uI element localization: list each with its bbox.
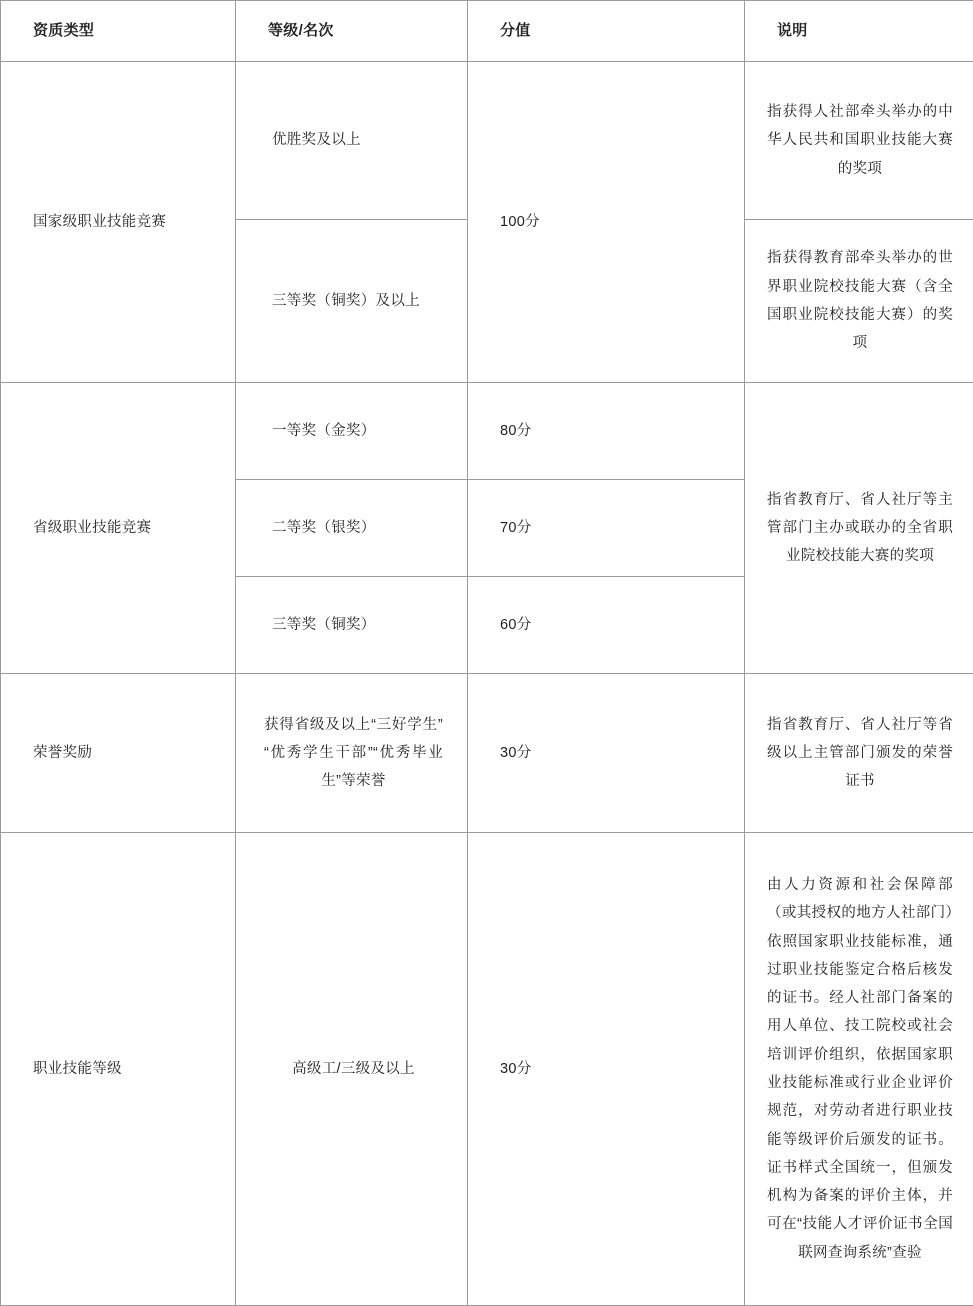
cell-description: 指获得人社部牵头举办的中华人民共和国职业技能大赛的奖项	[745, 62, 973, 220]
cell-level: 高级工/三级及以上	[236, 833, 468, 1306]
cell-score: 60分	[468, 577, 745, 674]
table-row	[1, 833, 973, 1306]
cell-description: 指省教育厅、省人社厅等主管部门主办或联办的全省职业院校技能大赛的奖项	[745, 383, 973, 674]
cell-description: 指省教育厅、省人社厅等省级以上主管部门颁发的荣誉证书	[745, 674, 973, 833]
cell-level: 三等奖（铜奖）	[236, 577, 468, 674]
cell-description: 由人力资源和社会保障部（或其授权的地方人社部门）依照国家职业技能标准，通过职业技能鉴定合格后核发的证书。经人社部门备案的用人单位、技工院校或社会培训评价组织，依据国家职业技能标准或行业企业评价规范，对劳动者进行职业技能等级评价后颁发的证书。证书样式全国统一，但颁发机构为备案的评价主体，并可在“技能人才评价证书全国联网查询系统”查验	[745, 833, 973, 1306]
cell-description: 指获得教育部牵头举办的世界职业院校技能大赛（含全国职业院校技能大赛）的奖项	[745, 220, 973, 383]
column-header-score: 分值	[468, 1, 745, 62]
cell-score: 30分	[468, 833, 745, 1306]
table-header	[1, 1, 973, 62]
cell-level: 三等奖（铜奖）及以上	[236, 220, 468, 383]
cell-score: 70分	[468, 480, 745, 577]
column-header-level: 等级/名次	[236, 1, 468, 62]
table-header-row	[1, 1, 973, 62]
column-header-description: 说明	[745, 1, 973, 62]
cell-level: 二等奖（银奖）	[236, 480, 468, 577]
cell-score: 80分	[468, 383, 745, 480]
cell-qualification-type: 荣誉奖励	[1, 674, 236, 833]
cell-qualification-type: 职业技能等级	[1, 833, 236, 1306]
cell-score: 100分	[468, 62, 745, 383]
cell-qualification-type: 国家级职业技能竞赛	[1, 62, 236, 383]
cell-level: 一等奖（金奖）	[236, 383, 468, 480]
table-row	[1, 383, 973, 480]
cell-qualification-type: 省级职业技能竞赛	[1, 383, 236, 674]
table-row	[1, 62, 973, 220]
cell-level: 获得省级及以上“三好学生”“优秀学生干部”“优秀毕业生”等荣誉	[236, 674, 468, 833]
table-body	[1, 62, 973, 1306]
table-row	[1, 674, 973, 833]
cell-level: 优胜奖及以上	[236, 62, 468, 220]
cell-score: 30分	[468, 674, 745, 833]
column-header-type: 资质类型	[1, 1, 236, 62]
